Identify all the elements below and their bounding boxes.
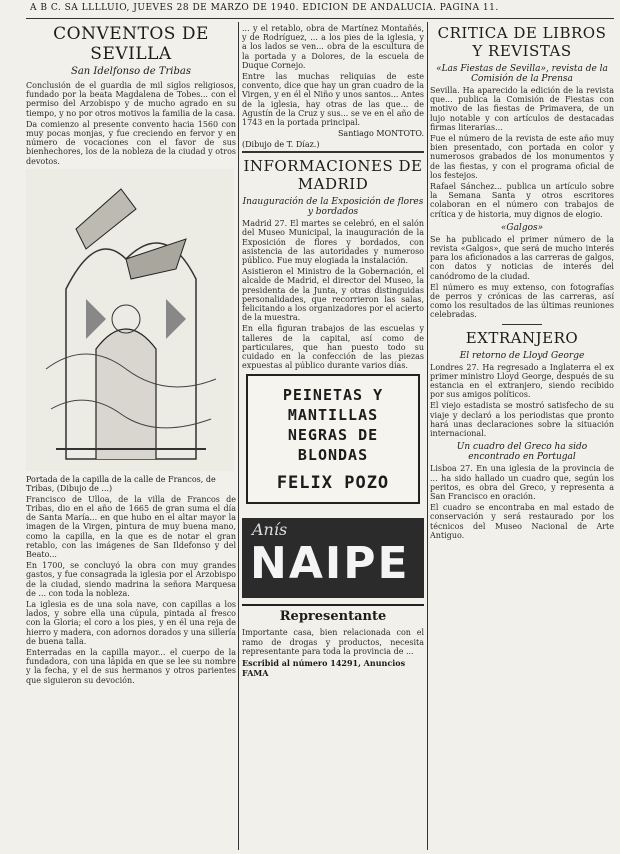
madrid-article-heading: Inauguración de la Exposición de flores y bordados [242, 197, 424, 218]
critica-subtitle: «Las Fiestas de Sevilla», revista de la Comisión de la Prensa [436, 64, 608, 84]
naipe-advertisement [242, 518, 424, 598]
ad-brand: FELIX POZO [276, 473, 390, 494]
ad-line: PEINETAS Y [282, 386, 384, 405]
madrid-section-title: INFORMACIONES DE MADRID [243, 157, 423, 194]
right-paragraph: Londres 27. Ha regresado a Inglaterra el ex primer ministro Lloyd George, después de su estancia en el extranjero, siendo recibido por sus amigos políticos. [430, 362, 614, 400]
left-paragraph: Enterradas en la capilla mayor... el cuerpo de la fundadora, con una lápida en que se lee su nombre y la fecha, y el de sus hermanos y otros parientes que siguieron su devoción. [26, 648, 236, 685]
representante-contact: Escribid al número 14291, Anuncios FAMA [242, 658, 406, 679]
right-paragraph: Fue el número de la revista de este año muy bien presentado, con portada en color y numerosos grabados de los monumentos y de las fiestas, y con el programa oficial de los festejos. [430, 134, 614, 180]
convent-illustration-drawing [26, 169, 234, 471]
convent-illustration [26, 169, 234, 471]
mid-paragraph: En ella figuran trabajos de las escuelas y talleres de la capital, así como de particulares, que han puesto todo su cuidado en la confección de las piezas expuestas al público durante varios días. [242, 324, 424, 371]
author-signature: Santiago MONTOTO. [337, 129, 424, 139]
left-article-title: CONVENTOS DE SEVILLA [53, 24, 209, 64]
drawing-credit: (Dibujo de T. Díaz.) [242, 140, 320, 150]
left-paragraph: En 1700, se concluyó la obra con muy grandes gastos, y fue consagrada la iglesia por el Arzobispo de la ciudad, siendo madrina la señora Marquesa de ... con toda la nobleza. [26, 561, 236, 598]
lloyd-george-heading: El retorno de Lloyd George [459, 350, 585, 361]
ad-line: BLONDAS [297, 446, 369, 465]
mid-paragraph: Entre las muchas reliquias de este convento, dice que hay un gran cuadro de la Virgen, y en él el Niño y unos santos... Antes de la iglesia, hay otras de las que... de Agustín de la Cruz y sus... se ve en el año de 1743 en la portada principal. [242, 72, 424, 128]
galgos-heading: «Galgos» [500, 222, 544, 233]
illustration-caption: Portada de la capilla de la calle de Francos, de Tribas, (Dibujo de ...) [26, 474, 216, 493]
left-article-subtitle: San Idelfonso de Tribas [70, 66, 192, 77]
left-paragraph: La iglesia es de una sola nave, con capillas a los lados, y sobre ella una cúpula, pintada al fresco con la Gloria; el coro a los pies, y en él una reja de hierro y madera, con adornos dorados y una sillería de buena talla. [26, 600, 236, 646]
greco-heading: Un cuadro del Greco ha sido encontrado en Portugal [456, 442, 588, 463]
mid-paragraph: Madrid 27. El martes se celebró, en el salón del Museo Municipal, la inauguración de la Exposición de flores y bordados, con asistencia de las autoridades y numeroso público. Fue muy elogiada la instalación. [242, 219, 424, 266]
left-paragraph: Da comienzo al presente convento hacia 1560 con muy pocas monjas, y fue creciendo en fervor y en número de vocaciones con el favor de sus bienhechores, los de la nobleza de la ciudad y otros devotos. [26, 119, 236, 166]
extranjero-title: EXTRANJERO [465, 328, 579, 347]
column-rule-2 [427, 22, 428, 850]
mid-paragraph: Asistieron el Ministro de la Gobernación, el alcalde de Madrid, el director del Museo, la presidenta de la Junta, y otras distinguidas personalidades, que recorrieron las salas, felicitando a los organizadores por el acierto de la muestra. [242, 267, 424, 323]
right-paragraph: El número es muy extenso, con fotografías de perros y crónicas de las carreras, así como los resultados de las últimas reuniones celebradas. [430, 282, 614, 320]
ad-script-text: Anís [252, 520, 288, 540]
critica-title: CRITICA DE LIBROS Y REVISTAS [437, 24, 607, 60]
representante-title: Representante [242, 604, 424, 624]
mid-paragraph: ... y el retablo, obra de Martínez Montañés, y de Rodríguez, ... a los pies de la iglesia, y a los lados se ven... obra de la escultura de la portada y a Dolores, de la escuela de Duque Cornejo. [242, 24, 424, 70]
column-rule-1 [238, 22, 239, 850]
middle-column [242, 24, 424, 850]
ad-line: NEGRAS DE [287, 426, 379, 445]
representante-text: Importante casa, bien relacionada con el ramo de drogas y productos, necesita representante para toda la provincia de ... [242, 628, 424, 656]
section-rule [242, 151, 424, 153]
section-divider [502, 324, 542, 325]
right-column [430, 24, 614, 850]
right-paragraph: Sevilla. Ha aparecido la edición de la revista que... publica la Comisión de Fiestas con motivo de las fiestas de Primavera, de un lujo notable y con artículos de destacadas firmas literarias... [430, 86, 614, 132]
header-rule [26, 18, 614, 19]
peinetas-advertisement [246, 374, 420, 504]
page-header: A B C. SA LLLLUIO, JUEVES 28 DE MARZO DE 1940. EDICION DE ANDALUCIA. PAGINA 11. [30, 3, 499, 13]
right-paragraph: El viejo estadista se mostró satisfecho de su viaje y declaró a los periodistas que pronto hará unas declaraciones sobre la situación internacional. [430, 401, 614, 439]
right-paragraph: Lisboa 27. En una iglesia de la provincia de ... ha sido hallado un cuadro que, según los peritos, es obra del Greco, y representa a San Francisco en oración. [430, 464, 614, 501]
right-paragraph: El cuadro se encontraba en mal estado de conservación y será restaurado por los técnicos del Museo Nacional de Arte Antiguo. [430, 503, 614, 540]
left-column [26, 24, 236, 850]
right-paragraph: Rafael Sánchez... publica un artículo sobre la Semana Santa y otros escritores colaboran en el número con trabajos de crítica y de historia, muy dignos de elogio. [430, 182, 614, 219]
right-paragraph: Se ha publicado el primer número de la revista «Galgos», que será de mucho interés para los aficionados a las carreras de galgos, con datos y noticias de interés del canódromo de la ciudad. [430, 234, 614, 281]
ad-line: MANTILLAS [287, 406, 379, 425]
left-paragraph: Francisco de Ulloa, de la villa de Francos de Tribas, dio en el año de 1665 de gran suma el día de Santa María... en que hubo en el altar mayor la imagen de la Virgen, pintura de muy buena mano, como la capilla, en la que es de notar el gran retablo, con las imágenes de San Ildefonso y del Beato... [26, 494, 236, 560]
ad-brand-word: NAIPE [250, 538, 410, 590]
left-paragraph: Conclusión de el guardia de mil siglos religiosos, fundado por la beata Magdalena de Tobes... con el permiso del Arzobispo y de mucho agrado en su tiempo, y no por otros motivos la familia de la casa. [26, 81, 236, 118]
